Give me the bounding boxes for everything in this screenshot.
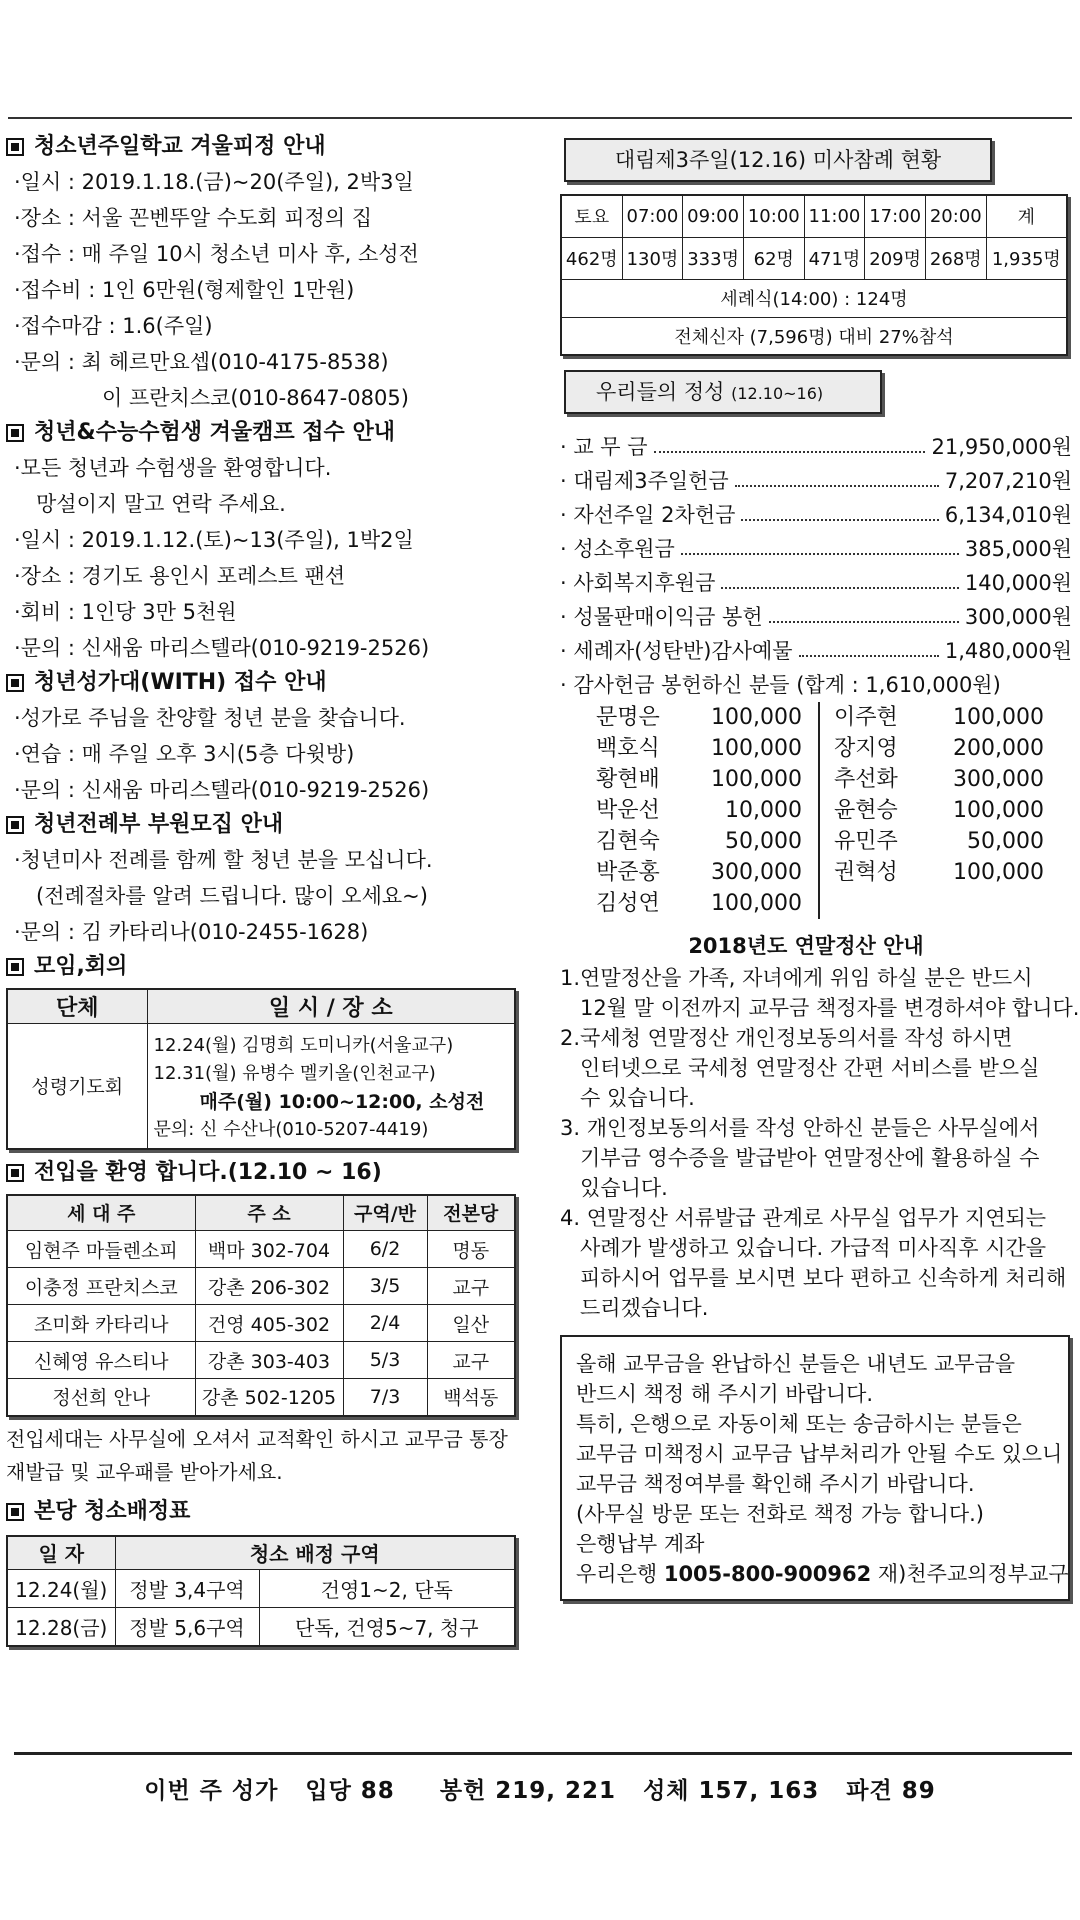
donor-name: 박준홍 bbox=[596, 860, 660, 885]
donor-amount: 10,000 bbox=[725, 798, 802, 823]
meeting-line: 12.31(월) 유병수 멜키올(인천교구) bbox=[153, 1062, 436, 1084]
table-cell: 정발 3,4구역 bbox=[115, 1570, 259, 1608]
table-cell: 471명 bbox=[804, 237, 865, 279]
meeting-line: 문의: 신 수산나(010-5207-4419) bbox=[153, 1118, 429, 1140]
notice-line: 반드시 책정 해 주시기 바랍니다. bbox=[576, 1382, 874, 1406]
tax-line: 기부금 영수증을 발급받아 연말정산에 활용하실 수 bbox=[580, 1146, 1040, 1170]
donor-amount bbox=[940, 888, 1044, 919]
donor-amount: 100,000 bbox=[711, 891, 802, 916]
table-row bbox=[7, 1570, 515, 1608]
square-bullet-icon bbox=[6, 958, 24, 976]
table-cell: 교구 bbox=[427, 1342, 515, 1379]
info-line: ·문의 : 신새움 마리스텔라(010-9219-2526) bbox=[14, 778, 430, 802]
winter-camp-section bbox=[6, 416, 518, 666]
table-cell: 임현주 마들렌소피 bbox=[7, 1231, 195, 1268]
table-cell: 7/3 bbox=[343, 1379, 427, 1416]
table-cell: 조미화 카타리나 bbox=[7, 1305, 195, 1342]
table-cell: 12.24(월) bbox=[7, 1570, 115, 1608]
section-title: 본당 청소배정표 bbox=[34, 1498, 191, 1524]
donor-name: 장지영 bbox=[834, 736, 898, 761]
account-number: 1005-800-900962 bbox=[663, 1562, 872, 1586]
table-header: 단체 bbox=[7, 989, 147, 1023]
section-title: 청년성가대(WITH) 접수 안내 bbox=[34, 670, 327, 695]
table-cell: 6/2 bbox=[343, 1231, 427, 1268]
table-cell: 정선희 안나 bbox=[7, 1379, 195, 1416]
top-rule bbox=[8, 117, 1072, 119]
info-line: ·장소 : 서울 꼰벤뚜알 수도회 피정의 집 bbox=[14, 206, 373, 230]
donor-amount: 300,000 bbox=[711, 860, 802, 885]
donors-title: · 감사헌금 봉헌하신 분들 (합계 : 1,610,000원) bbox=[560, 673, 1001, 697]
table-header: 07:00 bbox=[622, 195, 683, 237]
tax-line: 있습니다. bbox=[580, 1176, 668, 1200]
table-row bbox=[7, 1379, 515, 1416]
table-header: 계 bbox=[986, 195, 1067, 237]
table-header: 17:00 bbox=[865, 195, 926, 237]
info-line: ·문의 : 신새움 마리스텔라(010-9219-2526) bbox=[14, 636, 430, 660]
tax-line: 12월 말 이전까지 교무금 책정자를 변경하셔야 합니다. bbox=[580, 996, 1080, 1020]
table-cell: 2/4 bbox=[343, 1305, 427, 1342]
right-column bbox=[560, 138, 1080, 1601]
table-cell: 462명 bbox=[561, 237, 622, 279]
table-cell: 일산 bbox=[427, 1305, 515, 1342]
donor-name: 김성연 bbox=[596, 891, 660, 916]
bank-account-line: 우리은행 1005-800-900962 재)천주교의정부교구 bbox=[576, 1562, 1069, 1586]
donor-amount: 100,000 bbox=[711, 767, 802, 792]
notice-line: 올해 교무금을 완납하신 분들은 내년도 교무금을 bbox=[576, 1352, 1016, 1376]
info-line: ·접수 : 매 주일 10시 청소년 미사 후, 소성전 bbox=[14, 242, 419, 266]
square-bullet-icon bbox=[6, 674, 24, 692]
donor-amount: 200,000 bbox=[953, 736, 1044, 761]
table-cell: 209명 bbox=[865, 237, 926, 279]
weekly-hymns: 이번 주 성가 입당 88 봉헌 219, 221 성체 157, 163 파견 89 bbox=[144, 1778, 936, 1804]
notice-line: 교무금 책정여부를 확인해 주시기 바랍니다. bbox=[576, 1472, 975, 1496]
table-cell: 신혜영 유스티나 bbox=[7, 1342, 195, 1379]
table-header: 일 시 / 장 소 bbox=[147, 989, 515, 1023]
notice-line: 특히, 은행으로 자동이체 또는 송금하시는 분들은 bbox=[576, 1412, 1022, 1436]
donor-amount: 300,000 bbox=[953, 767, 1044, 792]
info-line: ·접수마감 : 1.6(주일) bbox=[14, 314, 213, 338]
info-line: ·장소 : 경기도 용인시 포레스트 팬션 bbox=[14, 564, 346, 588]
section-title: 전입을 환영 합니다.(12.10 ~ 16) bbox=[34, 1159, 382, 1185]
donor-name: 윤현승 bbox=[834, 798, 898, 823]
table-header: 토요 bbox=[561, 195, 622, 237]
info-line: ·모든 청년과 수험생을 환영합니다. bbox=[14, 456, 332, 480]
table-cell: 백마 302-704 bbox=[195, 1231, 343, 1268]
offerings-title: 우리들의 정성 bbox=[596, 380, 725, 404]
offering-item: · 대림제3주일헌금 7,207,210원 bbox=[560, 464, 1072, 498]
square-bullet-icon bbox=[6, 1503, 24, 1521]
attendance-title: 대림제3주일(12.16) 미사참례 현황 bbox=[564, 138, 992, 182]
table-row bbox=[7, 1342, 515, 1379]
info-line: ·청년미사 전례를 함께 할 청년 분을 모십니다. bbox=[14, 848, 433, 872]
tax-section bbox=[560, 929, 1080, 1323]
tax-line: 사례가 발생하고 있습니다. 가급적 미사직후 시간을 bbox=[580, 1236, 1047, 1260]
info-line: ·일시 : 2019.1.18.(금)~20(주일), 2박3일 bbox=[14, 170, 414, 194]
table-cell: 333명 bbox=[683, 237, 744, 279]
tax-line: 1.연말정산을 가족, 자녀에게 위임 하실 분은 반드시 bbox=[560, 966, 1033, 990]
tax-line: 드리겠습니다. bbox=[580, 1296, 709, 1320]
tax-line: 인터넷으로 국세청 연말정산 간편 서비스를 받으실 bbox=[580, 1056, 1040, 1080]
square-bullet-icon bbox=[6, 424, 24, 442]
table-cell: 강촌 206-302 bbox=[195, 1268, 343, 1305]
offering-item: · 사회복지후원금 140,000원 bbox=[560, 566, 1072, 600]
donor-amount: 100,000 bbox=[953, 798, 1044, 823]
table-cell: 12.28(금) bbox=[7, 1608, 115, 1646]
donor-amount: 100,000 bbox=[953, 705, 1044, 730]
table-row bbox=[7, 1231, 515, 1268]
square-bullet-icon bbox=[6, 138, 24, 156]
table-cell: 백석동 bbox=[427, 1379, 515, 1416]
meeting-line: 매주(월) 10:00~12:00, 소성전 bbox=[199, 1090, 485, 1113]
table-row bbox=[7, 1305, 515, 1342]
tax-line: 2.국세청 연말정산 개인정보동의서를 작성 하시면 bbox=[560, 1026, 1013, 1050]
info-line: ·회비 : 1인당 3만 5천원 bbox=[14, 600, 237, 624]
offerings-section bbox=[560, 370, 1072, 919]
table-cell: 강촌 303-403 bbox=[195, 1342, 343, 1379]
donor-amount: 50,000 bbox=[967, 829, 1044, 854]
cleaning-section bbox=[6, 1495, 518, 1647]
winter-retreat-section bbox=[6, 130, 518, 416]
table-cell: 정발 5,6구역 bbox=[115, 1608, 259, 1646]
table-cell: 명동 bbox=[427, 1231, 515, 1268]
donor-name: 박운선 bbox=[596, 798, 660, 823]
notice-line: 은행납부 계좌 bbox=[576, 1532, 705, 1556]
meetings-section bbox=[6, 950, 518, 1150]
tax-title: 2018년도 연말정산 안내 bbox=[688, 934, 924, 958]
meetings-table bbox=[6, 988, 516, 1150]
table-cell: 62명 bbox=[743, 237, 804, 279]
section-title: 청년&수능수험생 겨울캠프 접수 안내 bbox=[34, 420, 395, 445]
cleaning-table bbox=[6, 1535, 516, 1647]
attendance-section bbox=[560, 138, 1072, 356]
donor-amount: 50,000 bbox=[725, 829, 802, 854]
donor-name: 추선화 bbox=[834, 767, 898, 792]
table-header: 전본당 bbox=[427, 1195, 515, 1231]
offering-item: · 자선주일 2차헌금 6,134,010원 bbox=[560, 498, 1072, 532]
youth-choir-section bbox=[6, 666, 518, 808]
tax-line: 3. 개인정보동의서를 작성 안하신 분들은 사무실에서 bbox=[560, 1116, 1040, 1140]
baptism-count: 세례식(14:00) : 124명 bbox=[561, 279, 1067, 317]
info-line: 이 프란치스코(010-8647-0805) bbox=[102, 386, 409, 410]
table-header: 09:00 bbox=[683, 195, 744, 237]
attendance-ratio: 전체신자 (7,596명) 대비 27%참석 bbox=[561, 317, 1067, 355]
tax-line: 피하시어 업무를 보시면 보다 편하고 신속하게 처리해 bbox=[580, 1266, 1067, 1290]
info-line: ·문의 : 최 헤르만요셉(010-4175-8538) bbox=[14, 350, 389, 374]
info-line: 망설이지 말고 연락 주세요. bbox=[36, 492, 286, 516]
newcomers-table bbox=[6, 1194, 516, 1417]
section-title: 청소년주일학교 겨울피정 안내 bbox=[34, 134, 326, 159]
table-header: 세 대 주 bbox=[7, 1195, 195, 1231]
table-row bbox=[7, 1608, 515, 1646]
table-cell: 단독, 건영5~7, 청구 bbox=[259, 1608, 515, 1646]
tax-line: 수 있습니다. bbox=[580, 1086, 695, 1110]
table-cell: 5/3 bbox=[343, 1342, 427, 1379]
bottom-rule bbox=[14, 1752, 1072, 1755]
attendance-table bbox=[560, 194, 1068, 356]
donor-name: 백호식 bbox=[596, 736, 660, 761]
offering-item: · 세례자(성탄반)감사예물 1,480,000원 bbox=[560, 634, 1072, 668]
table-cell: 268명 bbox=[925, 237, 986, 279]
table-cell: 1,935명 bbox=[986, 237, 1067, 279]
offerings-period: (12.10~16) bbox=[731, 384, 824, 403]
newcomer-note: 재발급 및 교우패를 받아가세요. bbox=[6, 1459, 283, 1484]
donor-name: 김현숙 bbox=[596, 829, 660, 854]
section-title: 모임,회의 bbox=[34, 954, 128, 979]
table-cell: 교구 bbox=[427, 1268, 515, 1305]
table-cell: 130명 bbox=[622, 237, 683, 279]
table-header: 청소 배정 구역 bbox=[115, 1536, 515, 1570]
donor-amount: 100,000 bbox=[711, 736, 802, 761]
offering-item: · 성물판매이익금 봉헌 300,000원 bbox=[560, 600, 1072, 634]
table-header: 11:00 bbox=[804, 195, 865, 237]
table-cell: 이충정 프란치스코 bbox=[7, 1268, 195, 1305]
table-cell: 건영1~2, 단독 bbox=[259, 1570, 515, 1608]
offering-item: · 성소후원금 385,000원 bbox=[560, 532, 1072, 566]
info-line: ·연습 : 매 주일 오후 3시(5층 다윗방) bbox=[14, 742, 355, 766]
donor-list bbox=[560, 702, 1072, 919]
notice-line: (사무실 방문 또는 전화로 책정 가능 합니다.) bbox=[576, 1502, 984, 1526]
donor-amount: 100,000 bbox=[953, 860, 1044, 885]
meeting-group: 성령기도회 bbox=[7, 1023, 147, 1149]
newcomers-section bbox=[6, 1156, 518, 1489]
section-title: 청년전례부 부원모집 안내 bbox=[34, 812, 284, 837]
table-row bbox=[7, 1268, 515, 1305]
info-line: ·성가로 주님을 찬양할 청년 분을 찾습니다. bbox=[14, 706, 406, 730]
donor-name: 문명은 bbox=[596, 705, 660, 730]
table-header: 일 자 bbox=[7, 1536, 115, 1570]
table-header: 주 소 bbox=[195, 1195, 343, 1231]
donor-name: 황현배 bbox=[596, 767, 660, 792]
donor-name bbox=[820, 888, 940, 919]
left-column bbox=[6, 130, 518, 1647]
square-bullet-icon bbox=[6, 1164, 24, 1182]
table-header: 구역/반 bbox=[343, 1195, 427, 1231]
info-line: (전례절차를 알려 드립니다. 많이 오세요~) bbox=[36, 884, 428, 908]
table-header: 20:00 bbox=[925, 195, 986, 237]
offering-item: · 교 무 금 21,950,000원 bbox=[560, 430, 1072, 464]
info-line: ·접수비 : 1인 6만원(형제할인 1만원) bbox=[14, 278, 355, 302]
square-bullet-icon bbox=[6, 816, 24, 834]
donor-name: 유민주 bbox=[834, 829, 898, 854]
table-header: 10:00 bbox=[743, 195, 804, 237]
info-line: ·문의 : 김 카타리나(010-2455-1628) bbox=[14, 920, 369, 944]
youth-liturgy-section bbox=[6, 808, 518, 950]
table-cell: 건영 405-302 bbox=[195, 1305, 343, 1342]
notice-line: 교무금 미책정시 교무금 납부처리가 안될 수도 있으니 bbox=[576, 1442, 1063, 1466]
donor-name: 권혁성 bbox=[834, 860, 898, 885]
table-cell: 3/5 bbox=[343, 1268, 427, 1305]
tax-line: 4. 연말정산 서류발급 관계로 사무실 업무가 지연되는 bbox=[560, 1206, 1047, 1230]
newcomer-note: 전입세대는 사무실에 오셔서 교적확인 하시고 교무금 통장 bbox=[6, 1426, 508, 1451]
table-cell: 강촌 502-1205 bbox=[195, 1379, 343, 1416]
pledge-notice-box bbox=[560, 1335, 1070, 1601]
meeting-line: 12.24(월) 김명희 도미니카(서울교구) bbox=[153, 1034, 454, 1056]
donor-name: 이주현 bbox=[834, 705, 898, 730]
info-line: ·일시 : 2019.1.12.(토)~13(주일), 1박2일 bbox=[14, 528, 414, 552]
donor-amount: 100,000 bbox=[711, 705, 802, 730]
